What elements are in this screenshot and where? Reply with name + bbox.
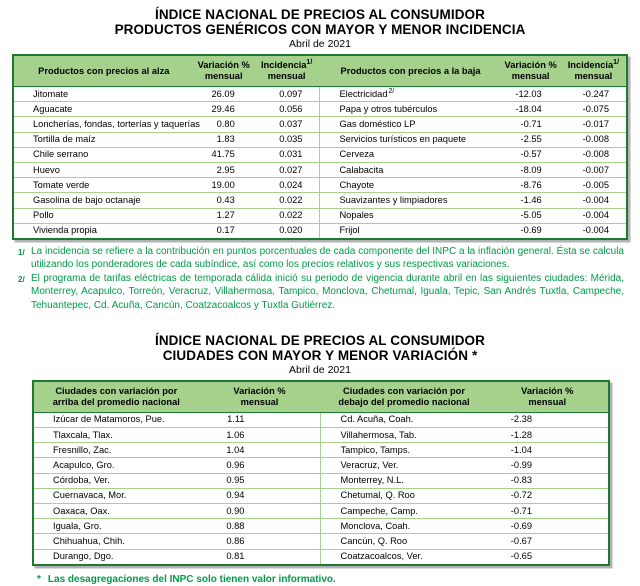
variacion-alza-value: 19.00 xyxy=(194,178,254,193)
incidencia-baja-value: -0.008 xyxy=(561,147,627,162)
incidencia-baja-value: -0.075 xyxy=(561,102,627,117)
variacion-alza-value: 0.17 xyxy=(194,223,254,239)
footnote-3-marker: * xyxy=(37,573,41,585)
variacion-debajo-value: -0.71 xyxy=(487,504,609,519)
ciudades-variacion-table xyxy=(32,380,610,566)
table1-row xyxy=(13,147,627,162)
variacion-baja-value: -8.09 xyxy=(501,162,561,177)
table2-row xyxy=(33,473,609,488)
variacion-arriba-value: 0.88 xyxy=(199,519,321,534)
producto-alza-name: Vivienda propia xyxy=(13,223,194,239)
variacion-debajo-value: -0.83 xyxy=(487,473,609,488)
table2-subtitle: Abril de 2021 xyxy=(289,363,351,376)
table2-row xyxy=(33,428,609,443)
variacion-debajo-value: -0.67 xyxy=(487,534,609,549)
ciudad-debajo-name: Cancún, Q. Roo xyxy=(321,534,487,549)
incidencia-baja-value: -0.005 xyxy=(561,178,627,193)
incidencia-baja-value: -0.004 xyxy=(561,208,627,223)
incidencia-alza-value: 0.027 xyxy=(254,162,320,177)
incidencia-baja-value: -0.247 xyxy=(582,88,609,99)
footnote-3-text: Las desagregaciones del INPC solo tienen valor informativo. xyxy=(47,573,336,585)
footnote-3 xyxy=(37,574,624,586)
table1-row xyxy=(13,102,627,117)
variacion-arriba-value: 1.11 xyxy=(227,414,245,425)
incidencia-alza-value: 0.022 xyxy=(254,193,320,208)
producto-alza-name: Jitomate xyxy=(33,88,69,99)
footnote-1-marker: 1/ xyxy=(18,247,25,257)
ciudad-debajo-name: Veracruz, Ver. xyxy=(321,458,487,473)
variacion-alza-value: 0.43 xyxy=(194,193,254,208)
ciudad-debajo-name: Tampico, Tamps. xyxy=(321,443,487,458)
variacion-arriba-value: 1.04 xyxy=(199,443,321,458)
ciudad-arriba-name: Durango, Dgo. xyxy=(33,549,199,565)
table1-title-block xyxy=(0,0,640,51)
variacion-arriba-value: 1.06 xyxy=(199,428,321,443)
incidencia-alza-value: 0.037 xyxy=(254,117,320,132)
variacion-alza-value: 29.46 xyxy=(194,102,254,117)
incidencia-alza-value: 0.097 xyxy=(279,88,303,99)
table1-title-line1: ÍNDICE NACIONAL DE PRECIOS AL CONSUMIDOR xyxy=(154,7,486,22)
incidencia-baja-value: -0.008 xyxy=(561,132,627,147)
ciudad-arriba-name: Tlaxcala, Tlax. xyxy=(33,428,199,443)
ciudad-debajo-name: Monterrey, N.L. xyxy=(321,473,487,488)
col-header-variacion-baja: Variación % mensual xyxy=(501,55,561,87)
col-header-variacion-arriba: Variación % mensual xyxy=(199,381,321,413)
producto-alza-name: Aguacate xyxy=(13,102,194,117)
ciudad-arriba-name: Cuernavaca, Mor. xyxy=(33,488,199,503)
variacion-arriba-value: 0.96 xyxy=(199,458,321,473)
producto-baja-name: Frijol xyxy=(320,223,501,239)
variacion-debajo-value: -2.38 xyxy=(510,414,532,425)
ciudad-debajo-name: Cd. Acuña, Coah. xyxy=(321,412,487,427)
table1-row xyxy=(13,162,627,177)
footnote-2 xyxy=(18,272,624,312)
table1-footnotes xyxy=(18,245,624,312)
ciudad-debajo-name: Monclova, Coah. xyxy=(321,519,487,534)
col-header-incidencia-baja: Incidencia$^{1/}$ mensual xyxy=(561,55,627,87)
table1-row xyxy=(13,132,627,147)
producto-baja-name: Chayote xyxy=(320,178,501,193)
incidencia-baja-value: -0.004 xyxy=(561,223,627,239)
variacion-baja-value: -0.71 xyxy=(501,117,561,132)
ciudad-arriba-name: Izúcar de Matamoros, Pue. xyxy=(53,414,165,425)
producto-baja-name: Calabacita xyxy=(320,162,501,177)
variacion-arriba-value: 0.94 xyxy=(199,488,321,503)
variacion-alza-value: 2.95 xyxy=(194,162,254,177)
producto-alza-name: Tortilla de maíz xyxy=(13,132,194,147)
variacion-baja-value: -0.69 xyxy=(501,223,561,239)
producto-baja-name: Cerveza xyxy=(320,147,501,162)
producto-baja-name: Servicios turísticos en paquete xyxy=(320,132,501,147)
table2-body xyxy=(33,412,609,564)
producto-alza-name: Loncherías, fondas, torterías y taquerías xyxy=(13,117,194,132)
producto-alza-name: Tomate verde xyxy=(13,178,194,193)
variacion-baja-value: -8.76 xyxy=(501,178,561,193)
producto-baja-name: Suavizantes y limpiadores xyxy=(320,193,501,208)
col-header-incidencia-alza: Incidencia$^{1/}$ mensual xyxy=(254,55,320,87)
variacion-debajo-value: -1.28 xyxy=(487,428,609,443)
producto-baja-name: Gas doméstico LP xyxy=(320,117,501,132)
variacion-debajo-value: -0.99 xyxy=(487,458,609,473)
table2-title-block xyxy=(0,333,640,377)
table1-row xyxy=(13,193,627,208)
variacion-baja-value: -18.04 xyxy=(501,102,561,117)
ciudad-debajo-name: Campeche, Camp. xyxy=(321,504,487,519)
producto-alza-name: Gasolina de bajo octanaje xyxy=(13,193,194,208)
footnote-1-text: La incidencia se refiere a la contribución en puntos porcentuales de cada componente del INPC a la inflación general. Ésta se calcula utilizando los ponderadores de cada subíndice, así como los precios relativos y sus respectivas variaciones. xyxy=(31,245,624,271)
incidencia-baja-value: -0.017 xyxy=(561,117,627,132)
col-header-ciudades-arriba: Ciudades con variación por arriba del promedio nacional xyxy=(33,381,199,413)
variacion-alza-value: 26.09 xyxy=(211,88,235,99)
variacion-debajo-value: -1.04 xyxy=(487,443,609,458)
table2-header-row xyxy=(33,381,609,413)
col-header-productos-alza: Productos con precios al alza xyxy=(13,55,194,87)
ciudad-arriba-name: Acapulco, Gro. xyxy=(33,458,199,473)
footnote-1 xyxy=(18,245,624,271)
incidencia-baja-value: -0.007 xyxy=(561,162,627,177)
incidencia-alza-value: 0.024 xyxy=(254,178,320,193)
variacion-arriba-value: 0.86 xyxy=(199,534,321,549)
table2-row xyxy=(33,504,609,519)
ciudad-arriba-name: Iguala, Gro. xyxy=(33,519,199,534)
table2-title-line2: CIUDADES CON MAYOR Y MENOR VARIACIÓN * xyxy=(162,347,478,363)
variacion-alza-value: 41.75 xyxy=(194,147,254,162)
variacion-alza-value: 1.83 xyxy=(194,132,254,147)
producto-baja-name: Papa y otros tubérculos xyxy=(320,102,501,117)
ciudad-arriba-name: Chihuahua, Chih. xyxy=(33,534,199,549)
table2-row xyxy=(33,443,609,458)
table1-subtitle: Abril de 2021 xyxy=(289,38,351,50)
table2-row xyxy=(33,458,609,473)
table2-title-line1: ÍNDICE NACIONAL DE PRECIOS AL CONSUMIDOR xyxy=(154,332,486,348)
incidencia-alza-value: 0.020 xyxy=(254,223,320,239)
variacion-baja-value: -1.46 xyxy=(501,193,561,208)
ciudad-debajo-name: Villahermosa, Tab. xyxy=(321,428,487,443)
ciudad-arriba-name: Córdoba, Ver. xyxy=(33,473,199,488)
producto-alza-name: Pollo xyxy=(13,208,194,223)
variacion-alza-value: 0.80 xyxy=(194,117,254,132)
table1-body xyxy=(13,87,627,239)
table1-row xyxy=(13,223,627,239)
variacion-debajo-value: -0.65 xyxy=(487,549,609,565)
variacion-arriba-value: 0.90 xyxy=(199,504,321,519)
footnote-2-ref: 2/ xyxy=(388,87,395,95)
col-header-productos-baja: Productos con precios a la baja xyxy=(320,55,501,87)
col-header-ciudades-debajo: Ciudades con variación por debajo del promedio nacional xyxy=(321,381,487,413)
incidencia-alza-value: 0.022 xyxy=(254,208,320,223)
variacion-baja-value: -12.03 xyxy=(515,88,542,99)
table1-title-line2: PRODUCTOS GENÉRICOS CON MAYOR Y MENOR INCIDENCIA xyxy=(114,22,526,37)
producto-baja-name: Nopales xyxy=(320,208,501,223)
table1-row xyxy=(13,178,627,193)
variacion-baja-value: -0.57 xyxy=(501,147,561,162)
footnote-1-ref: 1/ xyxy=(613,58,620,66)
ciudad-arriba-name: Fresnillo, Zac. xyxy=(33,443,199,458)
incidencia-alza-value: 0.056 xyxy=(254,102,320,117)
variacion-baja-value: -5.05 xyxy=(501,208,561,223)
ciudad-debajo-name: Coatzacoalcos, Ver. xyxy=(321,549,487,565)
table2-row xyxy=(33,549,609,565)
table2-row xyxy=(33,488,609,503)
table2-row xyxy=(33,412,609,427)
variacion-arriba-value: 0.95 xyxy=(199,473,321,488)
table1-row xyxy=(13,87,627,102)
col-header-variacion-alza: Variación % mensual xyxy=(194,55,254,87)
variacion-debajo-value: -0.72 xyxy=(487,488,609,503)
ciudad-debajo-name: Chetumal, Q. Roo xyxy=(321,488,487,503)
variacion-alza-value: 1.27 xyxy=(194,208,254,223)
incidencia-alza-value: 0.035 xyxy=(254,132,320,147)
table1-row xyxy=(13,117,627,132)
footnote-2-text: El programa de tarifas eléctricas de temporada cálida inició su periodo de vigencia durante abril en las siguientes ciudades: Mérida, Monterrey, Acapulco, Torreón, Veracruz, Villahermosa, Tampico, Monclova, Chetumal, Iguala, Tepic, San Andrés Tuxtla, Campeche, Tehuantepec, Cd. Acuña, Cancún, Coatzacoalcos y Tuxtla Gutiérrez. xyxy=(31,273,624,311)
footnote-1-ref: 1/ xyxy=(306,58,313,66)
table2-row xyxy=(33,534,609,549)
productos-incidencia-table xyxy=(12,54,628,240)
variacion-baja-value: -2.55 xyxy=(501,132,561,147)
footnote-2-marker: 2/ xyxy=(18,275,25,285)
variacion-debajo-value: -0.69 xyxy=(487,519,609,534)
producto-alza-name: Chile serrano xyxy=(13,147,194,162)
table1-row xyxy=(13,208,627,223)
producto-alza-name: Huevo xyxy=(13,162,194,177)
variacion-arriba-value: 0.81 xyxy=(199,549,321,565)
incidencia-alza-value: 0.031 xyxy=(254,147,320,162)
table1-header-row xyxy=(13,55,627,87)
ciudad-arriba-name: Oaxaca, Oax. xyxy=(33,504,199,519)
col-header-variacion-debajo: Variación % mensual xyxy=(487,381,609,413)
producto-baja-name: Electricidad$^{2/}$ xyxy=(320,87,501,102)
incidencia-baja-value: -0.004 xyxy=(561,193,627,208)
table2-row xyxy=(33,519,609,534)
